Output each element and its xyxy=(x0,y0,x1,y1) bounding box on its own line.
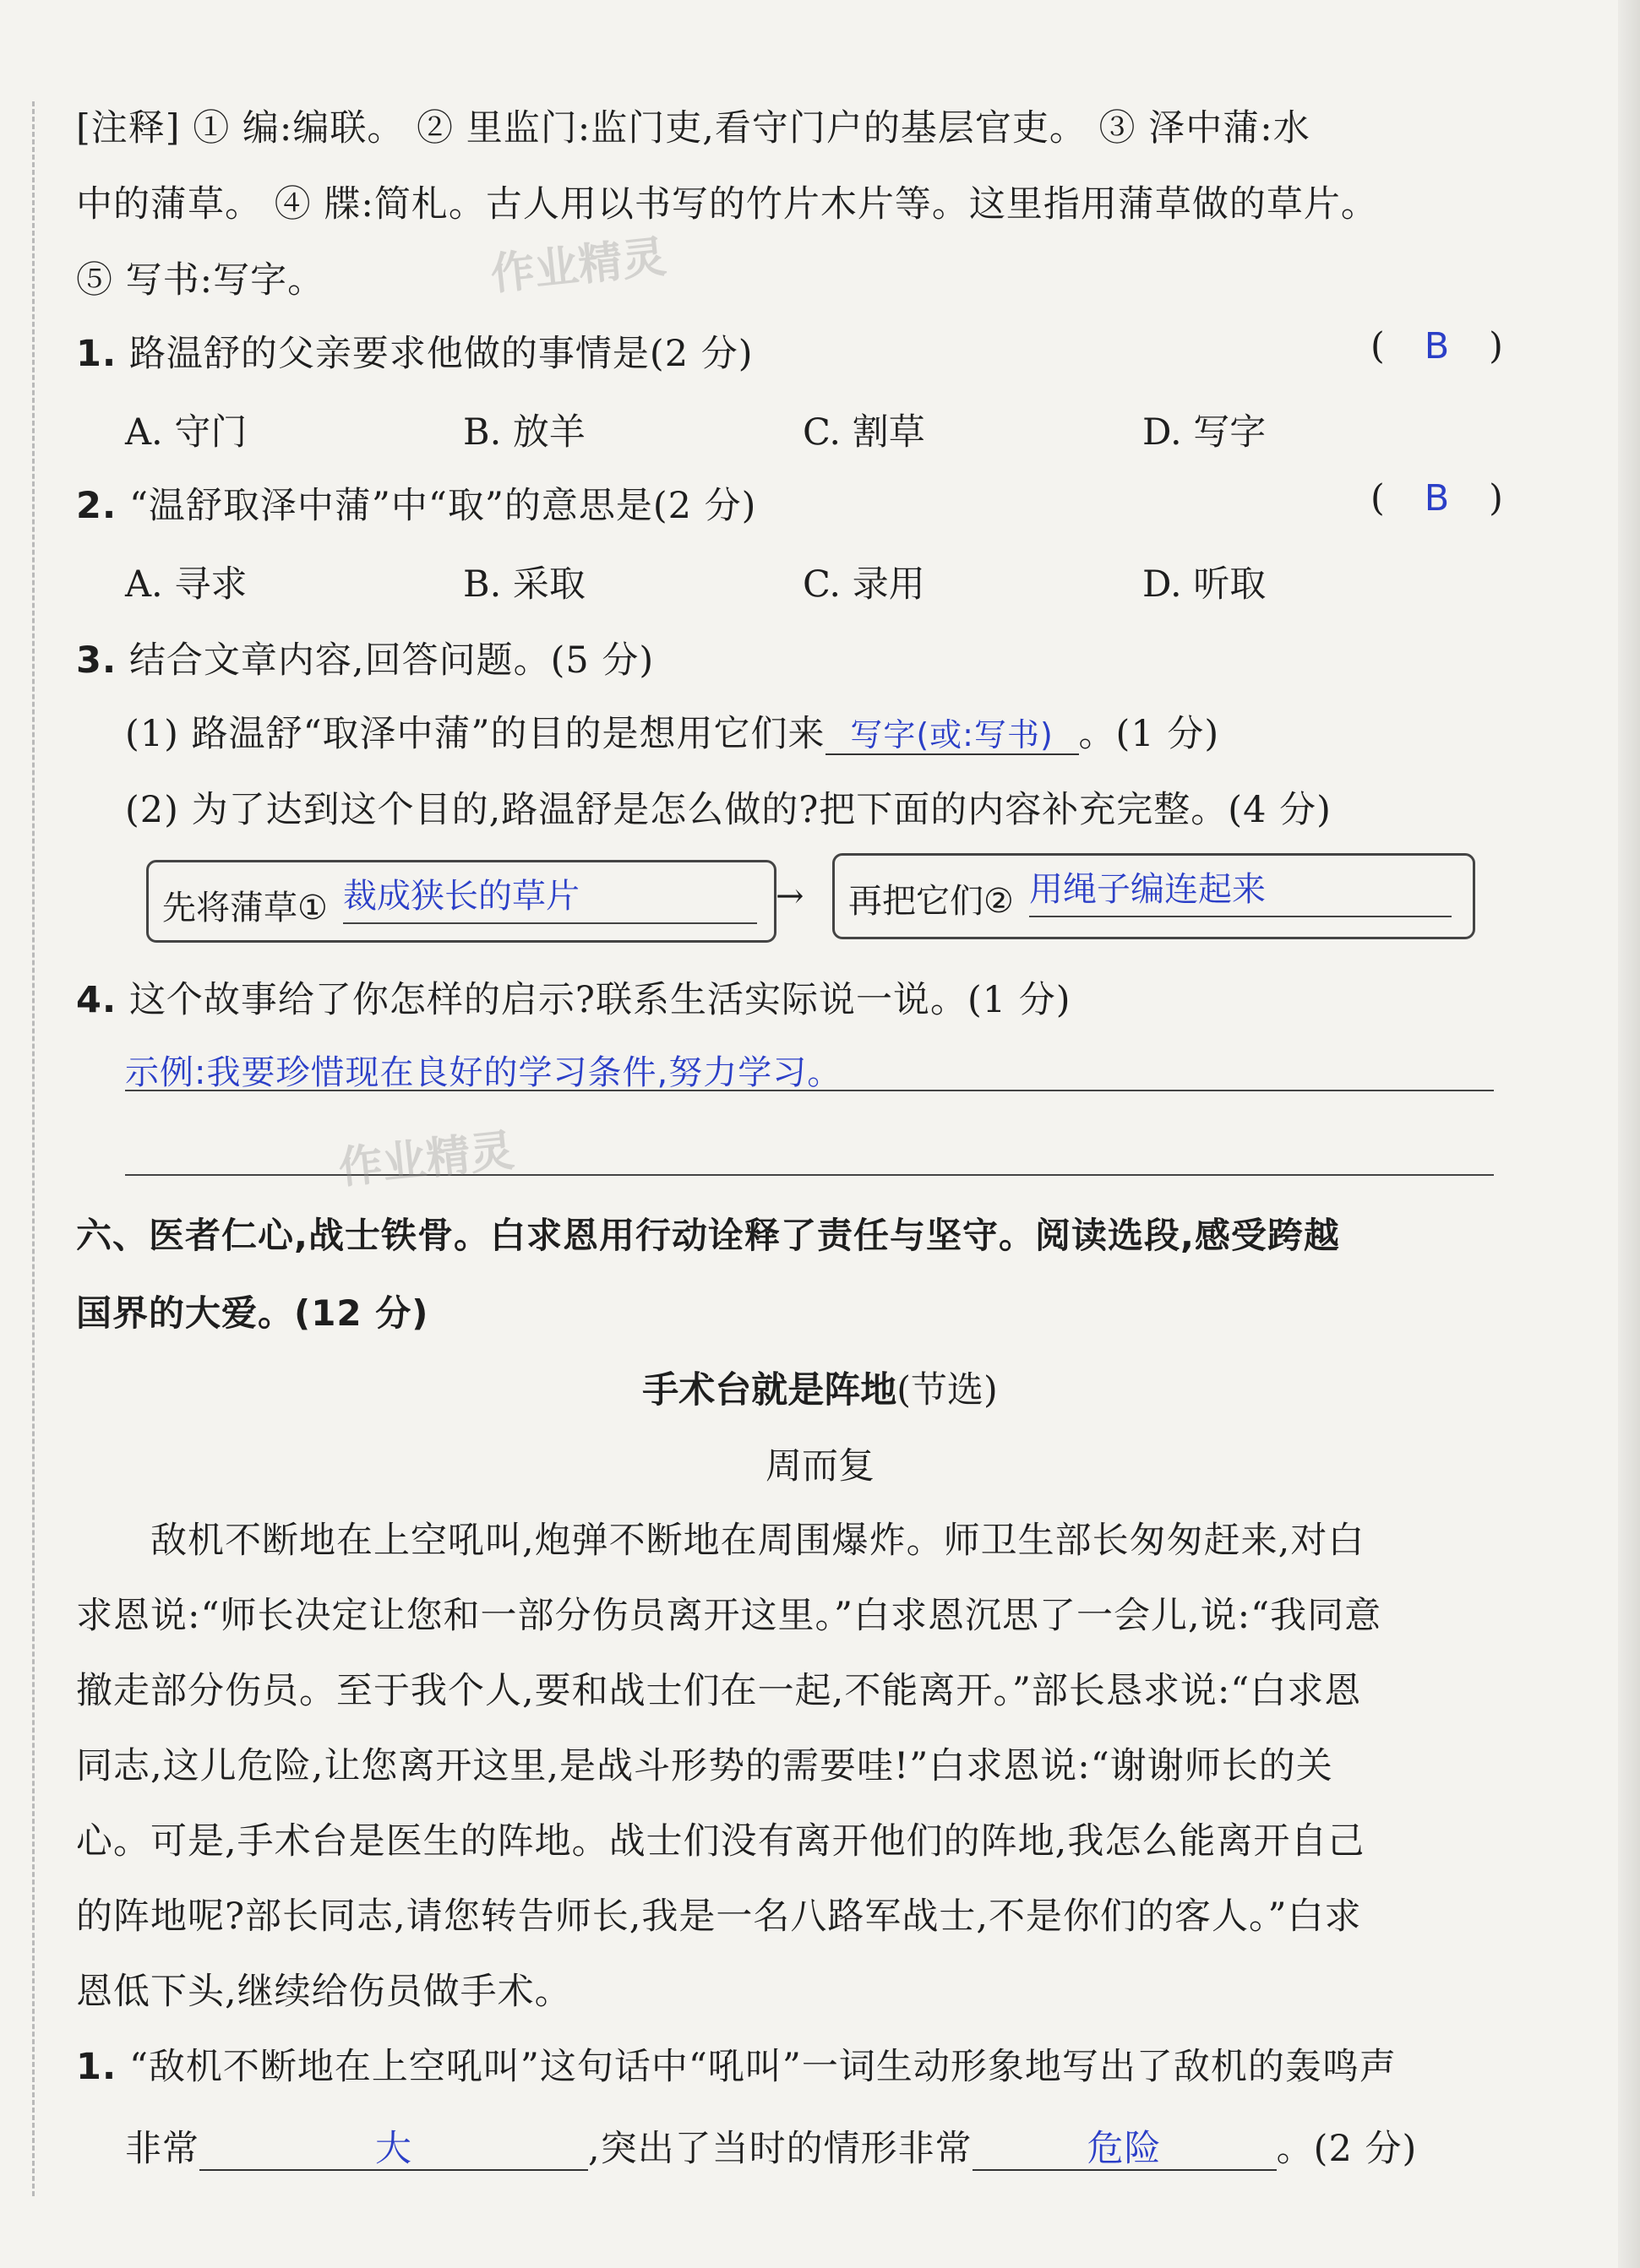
question-3-sub-1-answer: 写字(或:写书) xyxy=(825,718,1079,755)
step-box-2-label: 再把它们② xyxy=(848,882,1014,921)
question-3-sub-1-suffix: 。(1 分) xyxy=(1078,713,1220,755)
step-box-1-label: 先将蒲草① xyxy=(162,889,328,927)
question-3-sub-1-prefix: (1) 路温舒“取泽中蒲”的目的是想用它们来 xyxy=(125,713,825,755)
question-1-answer: B xyxy=(1424,325,1450,367)
question-2 xyxy=(76,477,756,529)
question-2-option-b: B. 采取 xyxy=(463,563,586,606)
answer-line-1 xyxy=(125,1090,1494,1091)
section-6-heading-line-2: 国界的大爱。(12 分) xyxy=(76,1292,429,1334)
passage-question-1-prefix: 非常 xyxy=(125,2128,199,2170)
step-box-1-answer: 裁成狭长的草片 xyxy=(343,869,757,924)
passage-line-7: 恩低下头,继续给伤员做手术。 xyxy=(76,1971,572,2013)
question-3 xyxy=(76,632,654,683)
question-1-text: 路温舒的父亲要求他做的事情是(2 分) xyxy=(128,333,754,375)
passage-question-1-blanks xyxy=(125,2120,1417,2172)
watermark: 作业精灵 xyxy=(488,231,669,301)
passage-question-1 xyxy=(76,2038,1397,2090)
binding-margin-line xyxy=(32,101,35,2196)
answer-line-2 xyxy=(125,1174,1494,1176)
passage-question-1-suffix: 。(2 分) xyxy=(1276,2128,1418,2170)
passage-line-5: 心。可是,手术台是医生的阵地。战士们没有离开他们的阵地,我怎么能离开自己 xyxy=(76,1820,1365,1863)
passage-question-1-middle: ,突出了当时的情形非常 xyxy=(588,2128,973,2170)
arrow-icon: → xyxy=(776,877,804,916)
passage-question-1-text: “敌机不断地在上空吼叫”这句话中“吼叫”一词生动形象地写出了敌机的轰鸣声 xyxy=(128,2046,1397,2088)
question-1-open-paren: ( xyxy=(1370,325,1385,367)
question-3-sub-1 xyxy=(125,705,1219,757)
question-2-option-c: C. 录用 xyxy=(803,563,925,606)
passage-line-3: 撤走部分伤员。至于我个人,要和战士们在一起,不能离开。”部长恳求说:“白求恩 xyxy=(76,1670,1362,1712)
question-2-answer-bracket xyxy=(1370,477,1503,519)
passage-line-4: 同志,这儿危险,让您离开这里,是战斗形势的需要哇!”白求恩说:“谢谢师长的关 xyxy=(76,1745,1333,1787)
step-box-2-answer: 用绳子编连起来 xyxy=(1029,862,1452,917)
question-4 xyxy=(76,971,1071,1023)
question-2-option-d: D. 听取 xyxy=(1142,563,1267,606)
passage-question-1-number: 1. xyxy=(76,2046,117,2088)
question-3-number: 3. xyxy=(76,639,117,682)
notes-line-2: 中的蒲草。 ④ 牒:简札。古人用以书写的竹片木片等。这里指用蒲草做的草片。 xyxy=(76,183,1378,226)
passage-question-1-answer-2: 危险 xyxy=(973,2129,1277,2171)
question-2-option-a: A. 寻求 xyxy=(125,563,248,606)
question-1-option-c: C. 割草 xyxy=(803,411,925,454)
passage-line-2: 求恩说:“师长决定让您和一部分伤员离开这里。”白求恩沉思了一会儿,说:“我同意 xyxy=(76,1595,1382,1637)
notes-line-3: ⑤ 写书:写字。 xyxy=(76,259,325,302)
question-3-sub-2: (2) 为了达到这个目的,路温舒是怎么做的?把下面的内容补充完整。(4 分) xyxy=(125,789,1332,831)
question-1-number: 1. xyxy=(76,333,117,375)
section-6-heading-line-1: 六、医者仁心,战士铁骨。白求恩用行动诠释了责任与坚守。阅读选段,感受跨越 xyxy=(76,1215,1340,1256)
question-1-close-paren: ) xyxy=(1489,325,1503,367)
passage-title-text: 手术台就是阵地 xyxy=(642,1369,897,1411)
question-4-number: 4. xyxy=(76,979,117,1021)
question-4-answer: 示例:我要珍惜现在良好的学习条件,努力学习。 xyxy=(125,1053,842,1092)
question-2-text: “温舒取泽中蒲”中“取”的意思是(2 分) xyxy=(128,485,757,527)
step-box-2 xyxy=(832,853,1475,939)
notes-line-1: [注释] ① 编:编联。 ② 里监门:监门吏,看守门户的基层官吏。 ③ 泽中蒲:水 xyxy=(76,107,1310,150)
question-2-open-paren: ( xyxy=(1370,477,1385,519)
step-box-1 xyxy=(146,860,776,943)
question-2-number: 2. xyxy=(76,485,117,527)
question-1-option-b: B. 放羊 xyxy=(463,411,586,454)
question-1-option-d: D. 写字 xyxy=(1142,411,1267,454)
page-edge-shadow xyxy=(1618,0,1640,2268)
question-1-answer-bracket xyxy=(1370,325,1503,367)
watermark-2: 作业精灵 xyxy=(336,1125,517,1194)
passage-question-1-answer-1: 大 xyxy=(199,2129,588,2171)
question-2-answer: B xyxy=(1424,477,1450,519)
question-2-close-paren: ) xyxy=(1489,477,1503,519)
passage-title xyxy=(0,1362,1640,1413)
passage-title-note: (节选) xyxy=(896,1369,998,1411)
passage-line-1: 敌机不断地在上空吼叫,炮弹不断地在周围爆炸。师卫生部长匆匆赶来,对白 xyxy=(76,1520,1365,1562)
passage-author: 周而复 xyxy=(766,1445,874,1488)
question-4-text: 这个故事给了你怎样的启示?联系生活实际说一说。(1 分) xyxy=(128,979,1071,1021)
question-1-option-a: A. 守门 xyxy=(125,411,248,454)
question-1 xyxy=(76,325,754,377)
question-3-text: 结合文章内容,回答问题。(5 分) xyxy=(128,639,655,682)
passage-line-6: 的阵地呢?部长同志,请您转告师长,我是一名八路军战士,不是你们的客人。”白求 xyxy=(76,1895,1362,1938)
